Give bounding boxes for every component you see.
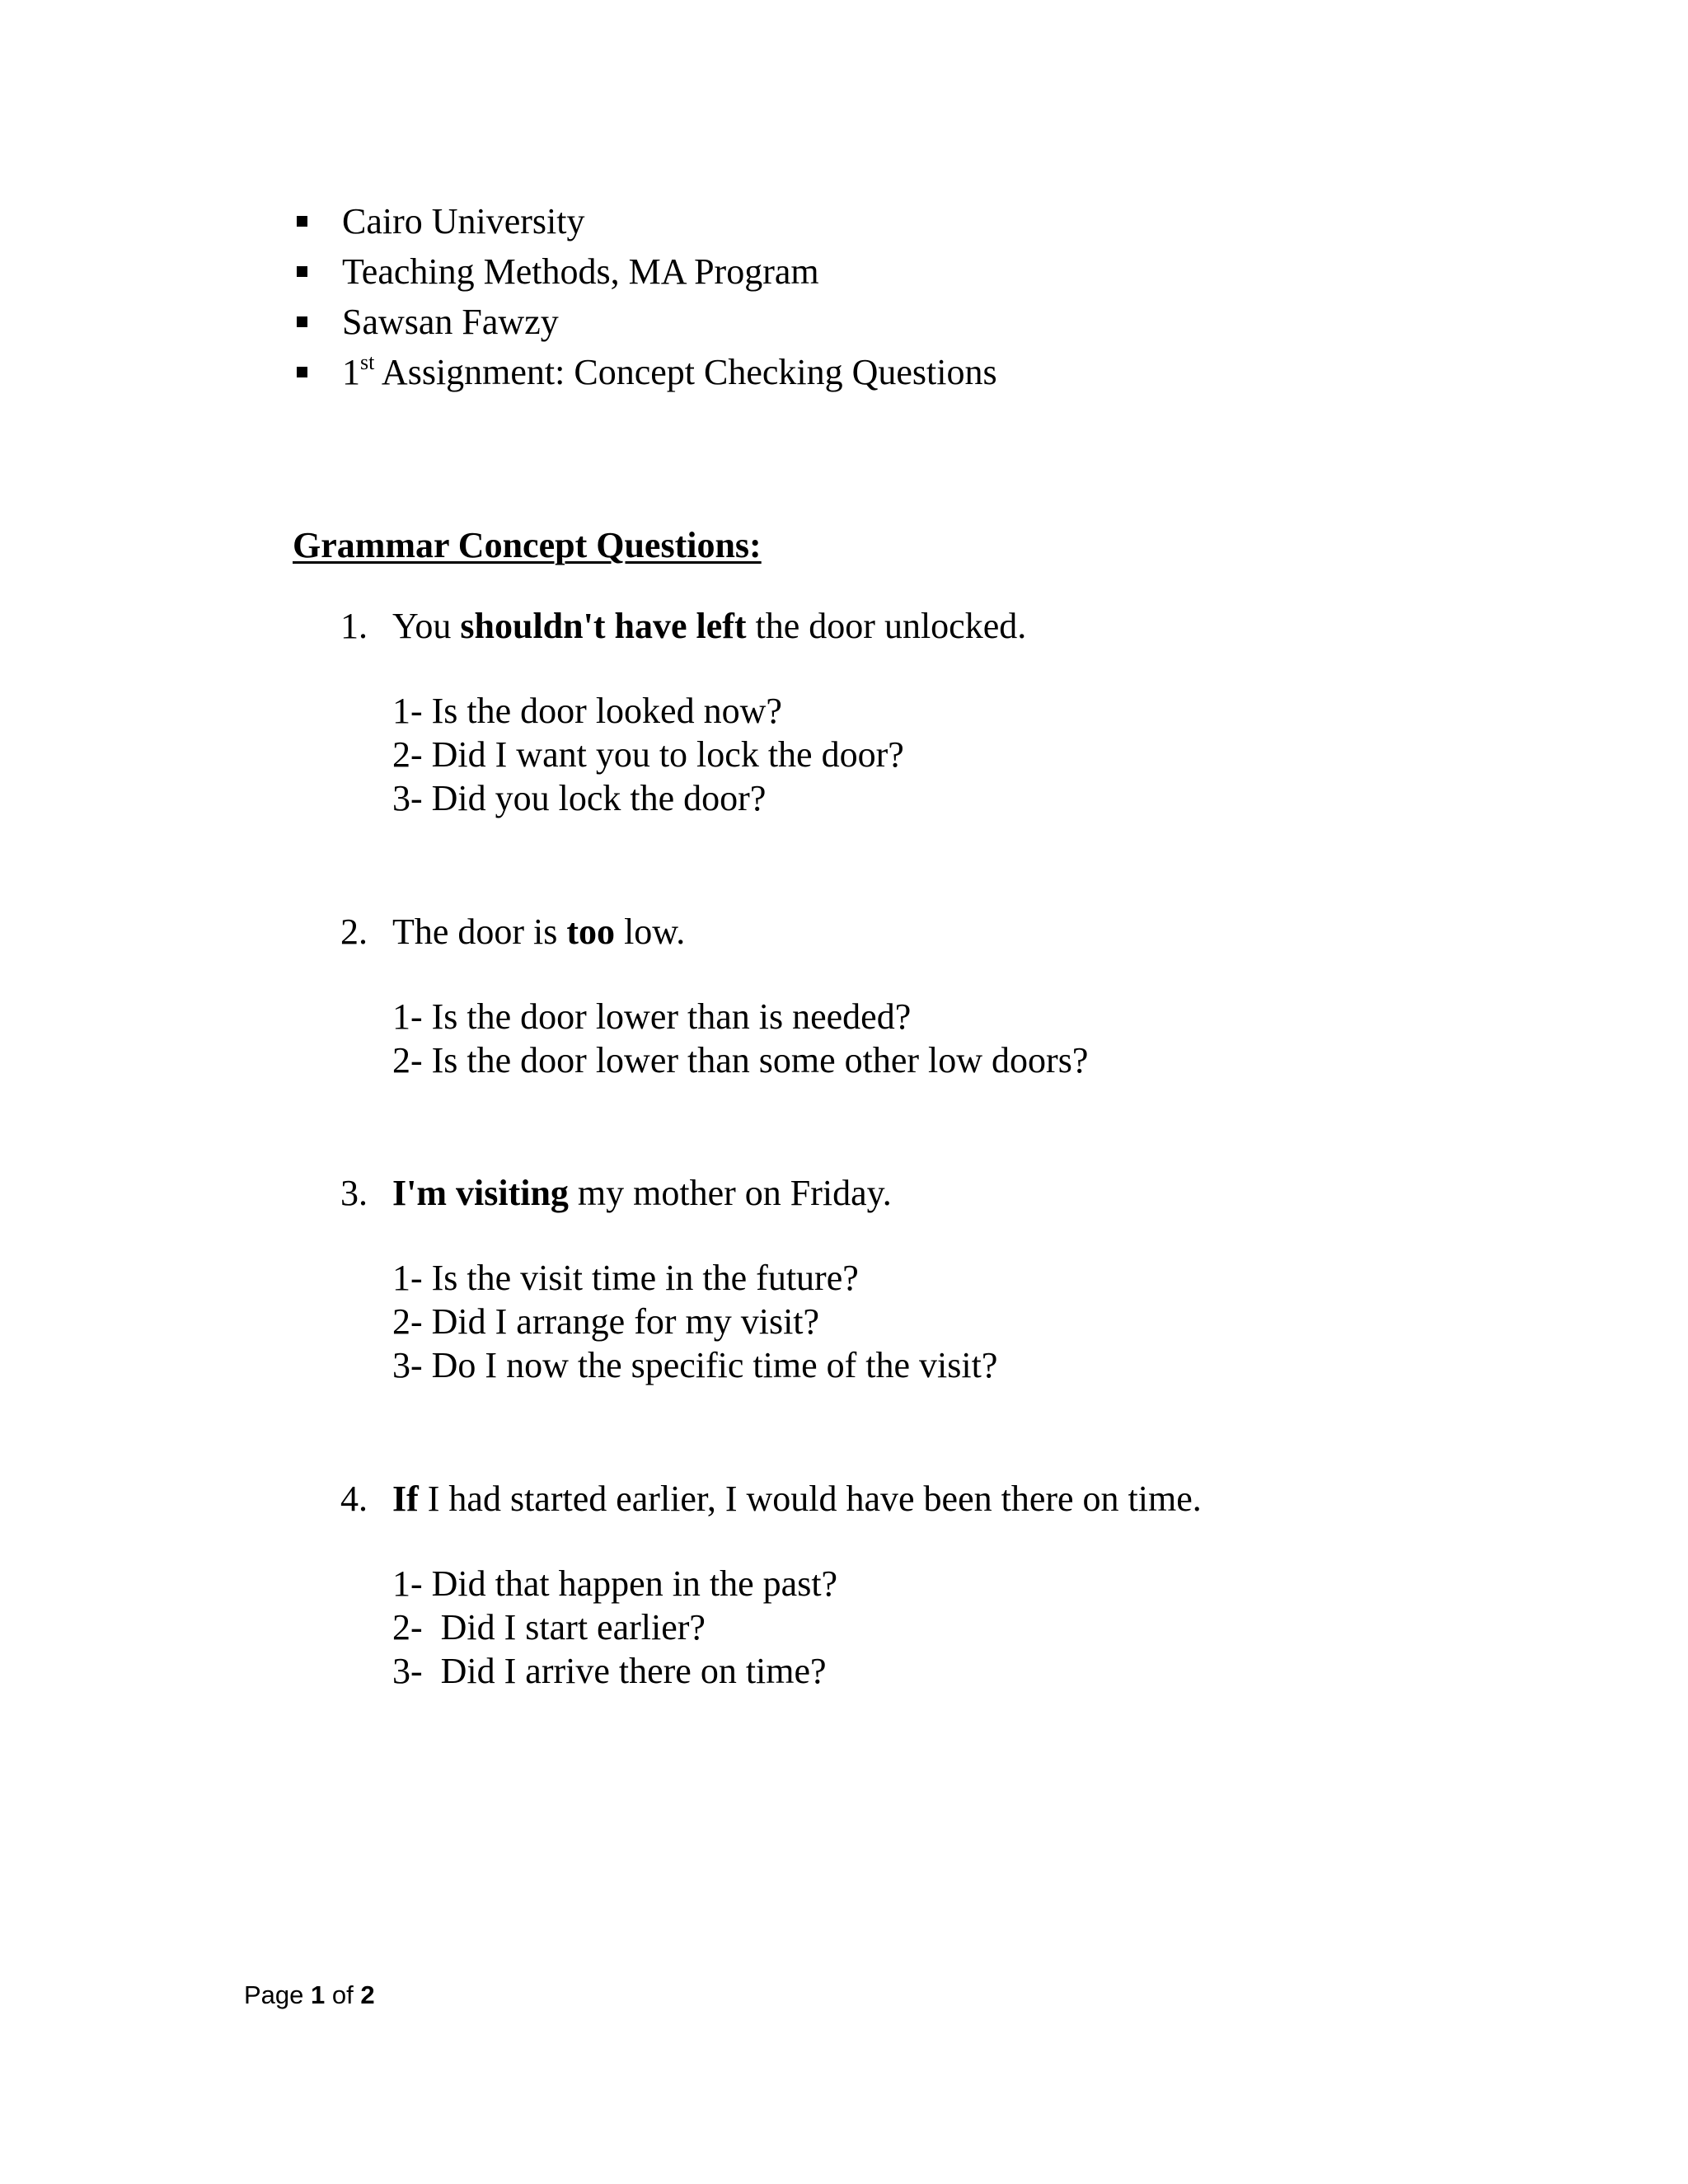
concept-check-question: 3- Do I now the specific time of the visit?: [392, 1345, 998, 1385]
question-number: 3.: [340, 1173, 368, 1213]
of-word: of: [325, 1980, 361, 2009]
concept-check-question: 3- Did you lock the door?: [392, 778, 767, 818]
sentence-text: low.: [615, 912, 686, 952]
concept-check-question: 1- Is the visit time in the future?: [392, 1258, 859, 1298]
concept-check-question: 2- Did I start earlier?: [392, 1607, 706, 1647]
total-page-count: 2: [360, 1980, 375, 2009]
concept-check-list: [392, 995, 1088, 1082]
header-item-text: Cairo University: [342, 201, 585, 241]
sentence-text: the door unlocked.: [746, 606, 1027, 646]
sentence-text: my mother on Friday.: [568, 1173, 892, 1213]
concept-check-list: [392, 689, 904, 820]
assignment-ordinal-suffix: st: [360, 350, 375, 374]
question-sentence: [392, 907, 685, 957]
sentence-bold-text: shouldn't have left: [460, 606, 747, 646]
page-word: Page: [244, 1980, 312, 2009]
concept-check-question: 2- Did I arrange for my visit?: [392, 1301, 820, 1342]
concept-check-question: 2- Is the door lower than some other low doors?: [392, 1040, 1089, 1080]
question-sentence: [392, 602, 1026, 651]
question-sentence: [392, 1474, 1202, 1524]
header-item-program: [293, 246, 997, 297]
header-item-author: [293, 297, 997, 347]
sentence-bold-text: too: [566, 912, 616, 952]
header-item-text: Assignment: Concept Checking Questions: [374, 352, 997, 392]
sentence-text: The door is: [392, 912, 567, 952]
header-info-list: [293, 196, 997, 397]
concept-check-list: [392, 1256, 997, 1387]
square-bullet-icon: [297, 367, 307, 377]
assignment-ordinal: 1: [342, 352, 360, 392]
sentence-bold-text: I'm visiting: [392, 1173, 569, 1213]
header-item-assignment: [293, 347, 997, 397]
concept-check-question: 1- Is the door looked now?: [392, 691, 782, 731]
question-number: 2.: [340, 912, 368, 952]
question-sentence: [392, 1169, 892, 1218]
sentence-text: You: [392, 606, 461, 646]
sentence-bold-text: If: [392, 1479, 419, 1519]
concept-check-question: 3- Did I arrive there on time?: [392, 1651, 827, 1691]
concept-check-question: 1- Is the door lower than is needed?: [392, 996, 912, 1037]
sentence-text: I had started earlier, I would have been there on time.: [418, 1479, 1202, 1519]
current-page-number: 1: [311, 1980, 326, 2009]
concept-check-list: [392, 1562, 837, 1693]
square-bullet-icon: [297, 216, 307, 227]
square-bullet-icon: [297, 316, 307, 327]
concept-check-question: 2- Did I want you to lock the door?: [392, 734, 904, 775]
header-item-text: Sawsan Fawzy: [342, 302, 559, 342]
header-item-university: [293, 196, 997, 246]
concept-check-question: 1- Did that happen in the past?: [392, 1563, 838, 1604]
question-number: 1.: [340, 606, 368, 646]
page-footer: [244, 1980, 375, 2010]
section-heading: Grammar Concept Questions:: [293, 525, 762, 565]
header-item-text: Teaching Methods, MA Program: [342, 251, 819, 292]
square-bullet-icon: [297, 266, 307, 277]
question-number: 4.: [340, 1479, 368, 1519]
